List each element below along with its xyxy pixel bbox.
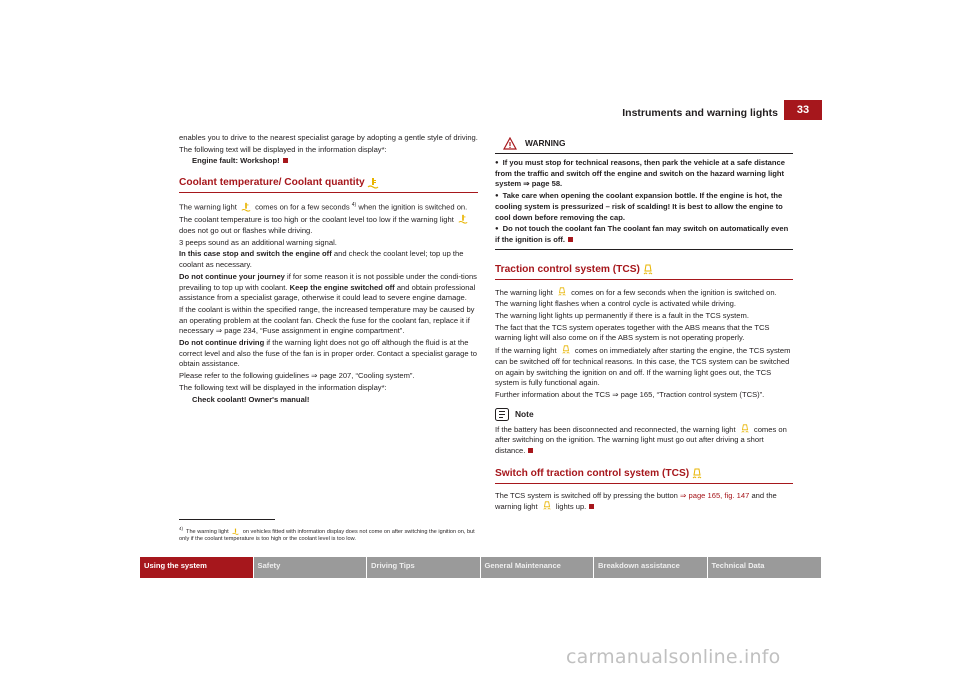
page-reference-link[interactable]: ⇒ page 165, fig. 147: [680, 490, 750, 500]
warning-item: ● Take care when opening the coolant expansion bottle. If the engine is hot, the cooling system is pressurized – risk of scalding! It is best to allow the engine to cool down before removing the cap.: [495, 191, 793, 223]
warning-item: ● If you must stop for technical reasons, then park the vehicle at a safe distance from the traffic and switch off the engine and switch on the hazard warning light system ⇒ page 58.: [495, 158, 793, 190]
switch-off-paragraph: The TCS system is switched off by pressing the button ⇒ page 165, fig. 147 and the warning light lights up.: [495, 490, 777, 512]
chapter-tabs: [140, 557, 821, 578]
coolant-paragraph-6: If the coolant is within the specified range, the increased temperature may be caused by an operating problem at the coolant fan. Check the fuse for the coolant fan, replace it if necessary ⇒ page 234, “Fuse assignment in engine compartment”.: [179, 304, 475, 336]
display-message-coolant: Check coolant! Owner's manual!: [192, 394, 310, 404]
end-marker-icon: [528, 448, 533, 453]
note-heading: Note: [495, 408, 793, 421]
tcs-paragraph-2: The warning light flashes when a control cycle is activated while driving.: [495, 299, 737, 309]
coolant-warning-icon: [241, 202, 251, 212]
left-column: [179, 133, 478, 406]
warning-item: ● Do not touch the coolant fan The coolant fan may switch on automatically even if the ignition is off.: [495, 224, 793, 245]
coolant-warning-icon: [458, 214, 468, 224]
tcs-paragraph-6: Further information about the TCS ⇒ page 165, “Traction control system (TCS)”.: [495, 389, 765, 399]
watermark: carmanualsonline.info: [566, 646, 781, 668]
coolant-paragraph-2: The coolant temperature is too high or the coolant level too low if the warning light does not go out or flashes while driving.: [179, 214, 478, 236]
end-marker-icon: [589, 504, 594, 509]
tab-safety[interactable]: Safety: [254, 557, 368, 578]
tcs-paragraph-1: The warning light comes on for a few seconds when the ignition is switched on.: [495, 287, 777, 297]
end-marker-icon: [283, 158, 288, 163]
right-column: [495, 137, 793, 514]
coolant-paragraph-8: Please refer to the following guidelines ⇒ page 207, “Cooling system”.: [179, 371, 415, 381]
tcs-warning-icon: [542, 501, 552, 511]
page-header-title: Instruments and warning lights: [622, 107, 778, 119]
coolant-paragraph-4: In this case stop and switch the engine off and check the coolant level; top up the coolant as necessary.: [179, 249, 464, 270]
tcs-warning-icon: [561, 345, 571, 355]
tcs-paragraph-5: If the warning light comes on immediately after starting the engine, the TCS system can be switched off for technical reasons. In this case, the TCS system can be switched on again by switching the ignition on and off. If the warning light goes out, the TCS system is fully functional again.: [495, 346, 791, 388]
end-marker-icon: [568, 237, 573, 242]
tcs-warning-icon: [642, 264, 654, 276]
tcs-paragraph-4: The fact that the TCS system operates together with the ABS means that the TCS warning light will also come on if the ABS system is not operating properly.: [495, 322, 770, 343]
footnote: $^{4)}$ The warning light on vehicles fitted with information display does not come on after switching the ignition on, but only if the coolant temperature is too high or the coolant level is too low.: [179, 526, 475, 543]
tab-driving-tips[interactable]: Driving Tips: [367, 557, 481, 578]
note-icon: [495, 408, 509, 421]
tab-general-maintenance[interactable]: General Maintenance: [481, 557, 595, 578]
section-heading-tcs: Traction control system (TCS): [495, 264, 793, 280]
coolant-paragraph-9: The following text will be displayed in the information display*:: [179, 382, 387, 392]
coolant-paragraph-7: Do not continue driving if the warning light does not go off although the fluid is at the correct level and also the fuse of the fan is in proper order. Contact a specialist garage to obtain assistance.: [179, 338, 478, 369]
warning-triangle-icon: [503, 137, 517, 150]
intro-text: enables you to drive to the nearest specialist garage by adopting a gentle style of driving.: [179, 133, 478, 142]
tab-breakdown-assistance[interactable]: Breakdown assistance: [594, 557, 708, 578]
section-heading-switch-off-tcs: Switch off traction control system (TCS): [495, 468, 793, 484]
coolant-warning-icon: [367, 177, 379, 189]
tab-using-the-system[interactable]: Using the system: [140, 557, 254, 578]
warning-box: [495, 137, 793, 250]
coolant-paragraph-5: Do not continue your journey if for some reason it is not possible under the condi-tions prevailing to top up with coolant. Keep the engine switched off and obtain professional assistance from a specialist garage, otherwise it could lead to severe engine damage.: [179, 271, 477, 303]
coolant-warning-icon: [232, 528, 239, 535]
tcs-warning-icon: [557, 287, 567, 297]
intro-display-label: The following text will be displayed in the information display*:: [179, 144, 387, 154]
display-message-engine: Engine fault: Workshop!: [179, 156, 478, 167]
footnote-ref: 4): [351, 202, 357, 209]
coolant-paragraph-1: The warning light comes on for a few seconds $^{4)}$ when the ignition is switched on.: [179, 202, 468, 212]
page-number: 33: [784, 100, 822, 120]
tcs-warning-icon: [691, 468, 703, 480]
section-heading-coolant: Coolant temperature/ Coolant quantity: [179, 177, 478, 193]
coolant-paragraph-3: 3 peeps sound as an additional warning signal.: [179, 237, 337, 247]
warning-heading: WARNING: [495, 137, 793, 154]
note-paragraph: If the battery has been disconnected and reconnected, the warning light comes on after switching on the ignition. The warning light must go out after driving a short distance.: [495, 424, 787, 456]
footnote-divider: [179, 519, 275, 520]
tcs-warning-icon: [740, 424, 750, 434]
tab-technical-data[interactable]: Technical Data: [708, 557, 822, 578]
tcs-paragraph-3: The warning light lights up permanently if there is a fault in the TCS system.: [495, 311, 749, 321]
